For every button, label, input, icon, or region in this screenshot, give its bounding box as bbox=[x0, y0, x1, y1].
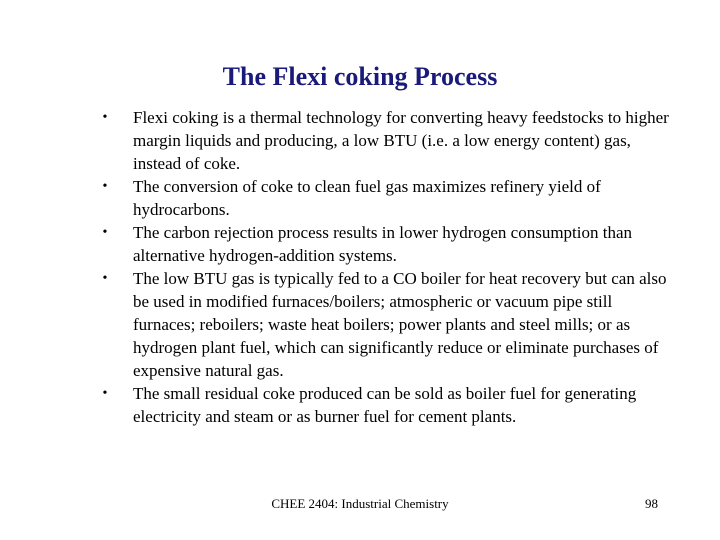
bullet-item bbox=[0, 267, 720, 382]
bullet-icon: • bbox=[102, 110, 108, 125]
bullet-item bbox=[0, 175, 720, 221]
bullet-text: The low BTU gas is typically fed to a CO boiler for heat recovery but can also be used in modified furnaces/boilers; atmospheric or vacuum pipe still furnaces; reboilers; waste heat boilers; power plants and steel mills; or as hydrogen plant fuel, which can significantly reduce or eliminate purchases of expensive natural gas. bbox=[133, 269, 667, 380]
bullet-text: The conversion of coke to clean fuel gas maximizes refinery yield of hydrocarbons. bbox=[133, 177, 601, 219]
bullet-icon: • bbox=[102, 225, 108, 240]
bullet-item bbox=[0, 221, 720, 267]
bullet-text: Flexi coking is a thermal technology for converting heavy feedstocks to higher margin liquids and producing, a low BTU (i.e. a low energy content) gas, instead of coke. bbox=[133, 108, 669, 173]
bullet-text: The small residual coke produced can be sold as boiler fuel for generating electricity and steam or as burner fuel for cement plants. bbox=[133, 384, 637, 426]
bullet-icon: • bbox=[102, 386, 108, 401]
bullet-icon: • bbox=[102, 179, 108, 194]
slide-title: The Flexi coking Process bbox=[222, 62, 498, 91]
bullet-item bbox=[0, 382, 720, 428]
bullet-text: The carbon rejection process results in lower hydrogen consumption than alternative hydrogen-addition systems. bbox=[133, 223, 633, 265]
bullet-item bbox=[0, 106, 720, 175]
page-number: 98 bbox=[645, 496, 658, 511]
footer-course: CHEE 2404: Industrial Chemistry bbox=[271, 496, 449, 511]
bullet-icon: • bbox=[102, 271, 108, 286]
bullet-list bbox=[0, 106, 720, 428]
